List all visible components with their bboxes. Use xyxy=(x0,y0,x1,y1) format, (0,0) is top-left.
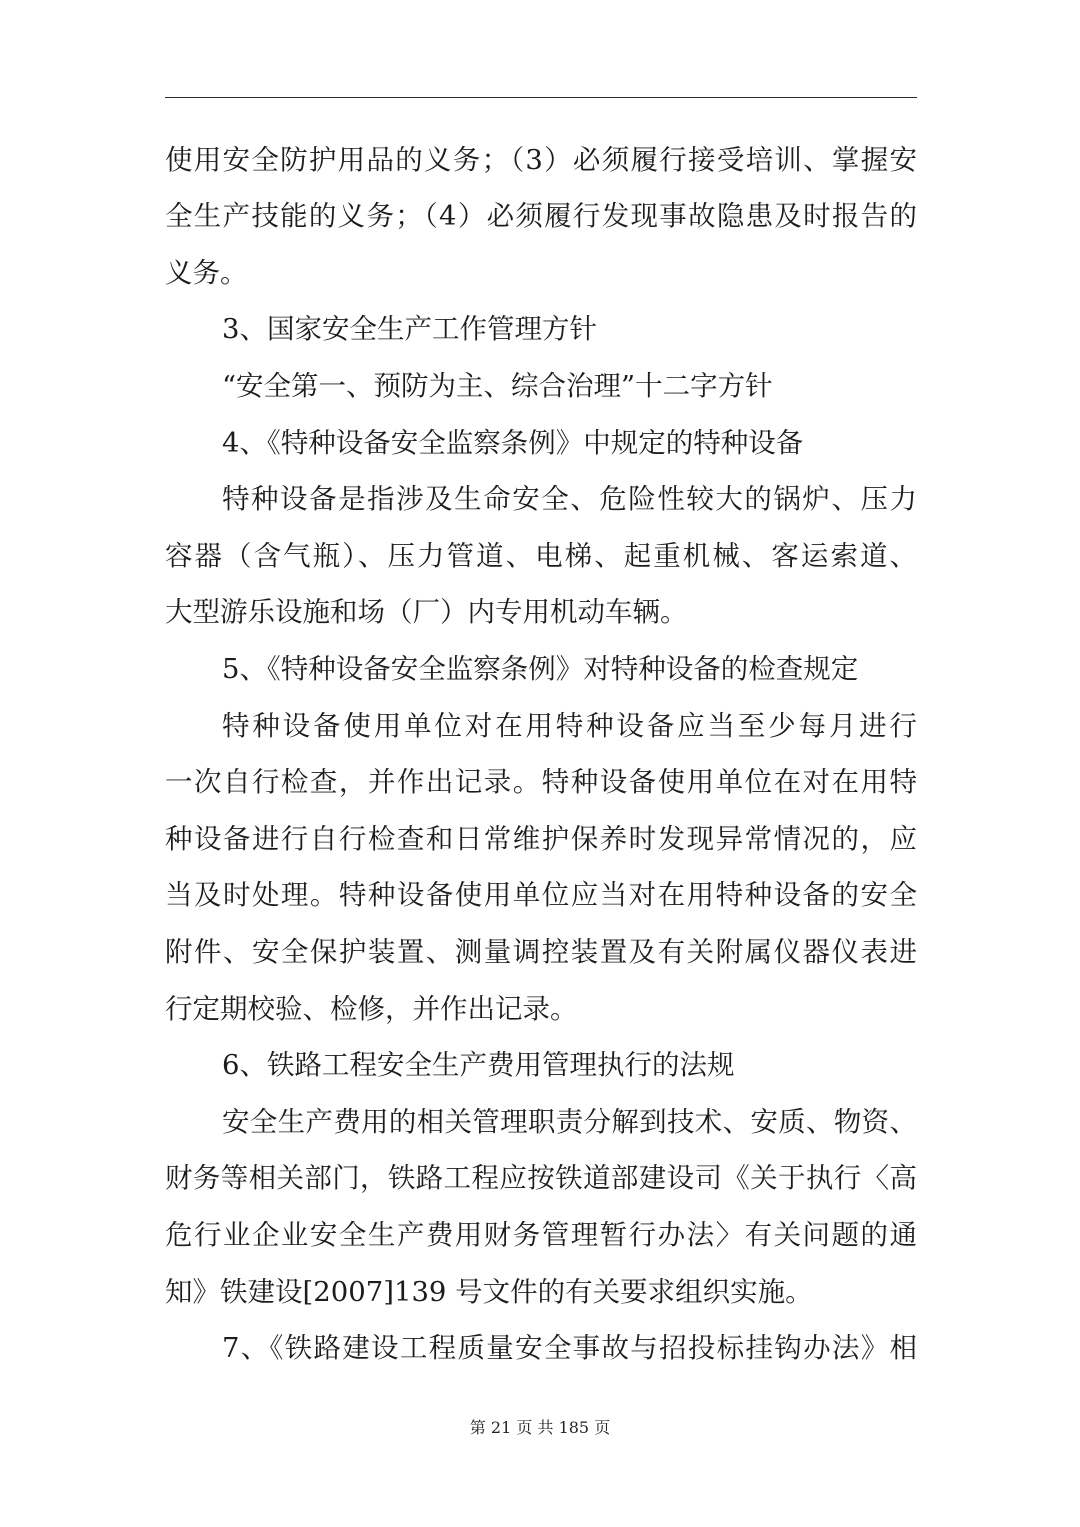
header-rule xyxy=(165,97,917,98)
footer-label-page: 第 xyxy=(469,1418,486,1437)
section-heading-5 xyxy=(165,641,917,698)
paragraph-policy xyxy=(165,358,917,415)
footer-label-total-unit: 页 xyxy=(594,1418,611,1437)
text-line: 特种设备是指涉及生命安全、危险性较大的锅炉、压力 xyxy=(222,483,917,516)
section-heading: 6、铁路工程安全生产费用管理执行的法规 xyxy=(222,1049,735,1082)
text-line: 安全生产费用的相关管理职责分解到技术、安质、物资、 xyxy=(222,1105,917,1138)
text-line: 全生产技能的义务；（4）必须履行发现事故隐患及时报告的 xyxy=(165,200,917,233)
text-line: 容器（含气瓶）、压力管道、电梯、起重机械、客运索道、 xyxy=(165,539,917,572)
text-line: 当及时处理。特种设备使用单位应当对在用特种设备的安全 xyxy=(165,879,917,912)
paragraph-special-equipment xyxy=(165,471,917,641)
document-body xyxy=(165,132,917,1377)
text-line: 特种设备使用单位对在用特种设备应当至少每月进行 xyxy=(222,709,917,742)
text-line: 危行业企业安全生产费用财务管理暂行办法〉有关问题的通 xyxy=(165,1218,917,1251)
section-heading-4 xyxy=(165,415,917,472)
section-heading: 3、国家安全生产工作管理方针 xyxy=(222,313,597,346)
text-line: “安全第一、预防为主、综合治理”十二字方针 xyxy=(222,370,773,403)
text-line: 大型游乐设施和场（厂）内专用机动车辆。 xyxy=(165,596,688,629)
paragraph-inspection-rules xyxy=(165,698,917,1038)
text-line: 知》铁建设[2007]139 号文件的有关要求组织实施。 xyxy=(165,1275,813,1308)
text-line: 义务。 xyxy=(165,256,248,289)
total-page-count: 185 xyxy=(558,1418,590,1437)
paragraph-safety-costs xyxy=(165,1094,917,1320)
section-heading: 5、《特种设备安全监察条例》对特种设备的检查规定 xyxy=(222,653,859,686)
text-line: 一次自行检查，并作出记录。特种设备使用单位在对在用特 xyxy=(165,766,917,799)
section-heading-6 xyxy=(165,1037,917,1094)
text-line: 附件、安全保护装置、测量调控装置及有关附属仪器仪表进 xyxy=(165,936,917,968)
section-heading-3 xyxy=(165,301,917,358)
page-number-footer xyxy=(0,1416,1080,1440)
text-line: 使用安全防护用品的义务；（3）必须履行接受培训、掌握安 xyxy=(165,143,917,176)
text-line: 种设备进行自行检查和日常维护保养时发现异常情况的，应 xyxy=(165,822,917,855)
paragraph-duties-continued xyxy=(165,132,917,302)
footer-label-total: 共 xyxy=(537,1418,554,1437)
current-page-number: 21 xyxy=(490,1418,512,1437)
text-line: 财务等相关部门，铁路工程应按铁道部建设司《关于执行〈高 xyxy=(165,1162,917,1195)
section-heading: 4、《特种设备安全监察条例》中规定的特种设备 xyxy=(222,426,804,459)
section-heading-7 xyxy=(165,1320,917,1377)
section-heading: 7、《铁路建设工程质量安全事故与招投标挂钩办法》相 xyxy=(222,1332,917,1365)
footer-label-page-unit: 页 xyxy=(516,1418,533,1437)
text-line: 行定期校验、检修，并作出记录。 xyxy=(165,992,578,1025)
